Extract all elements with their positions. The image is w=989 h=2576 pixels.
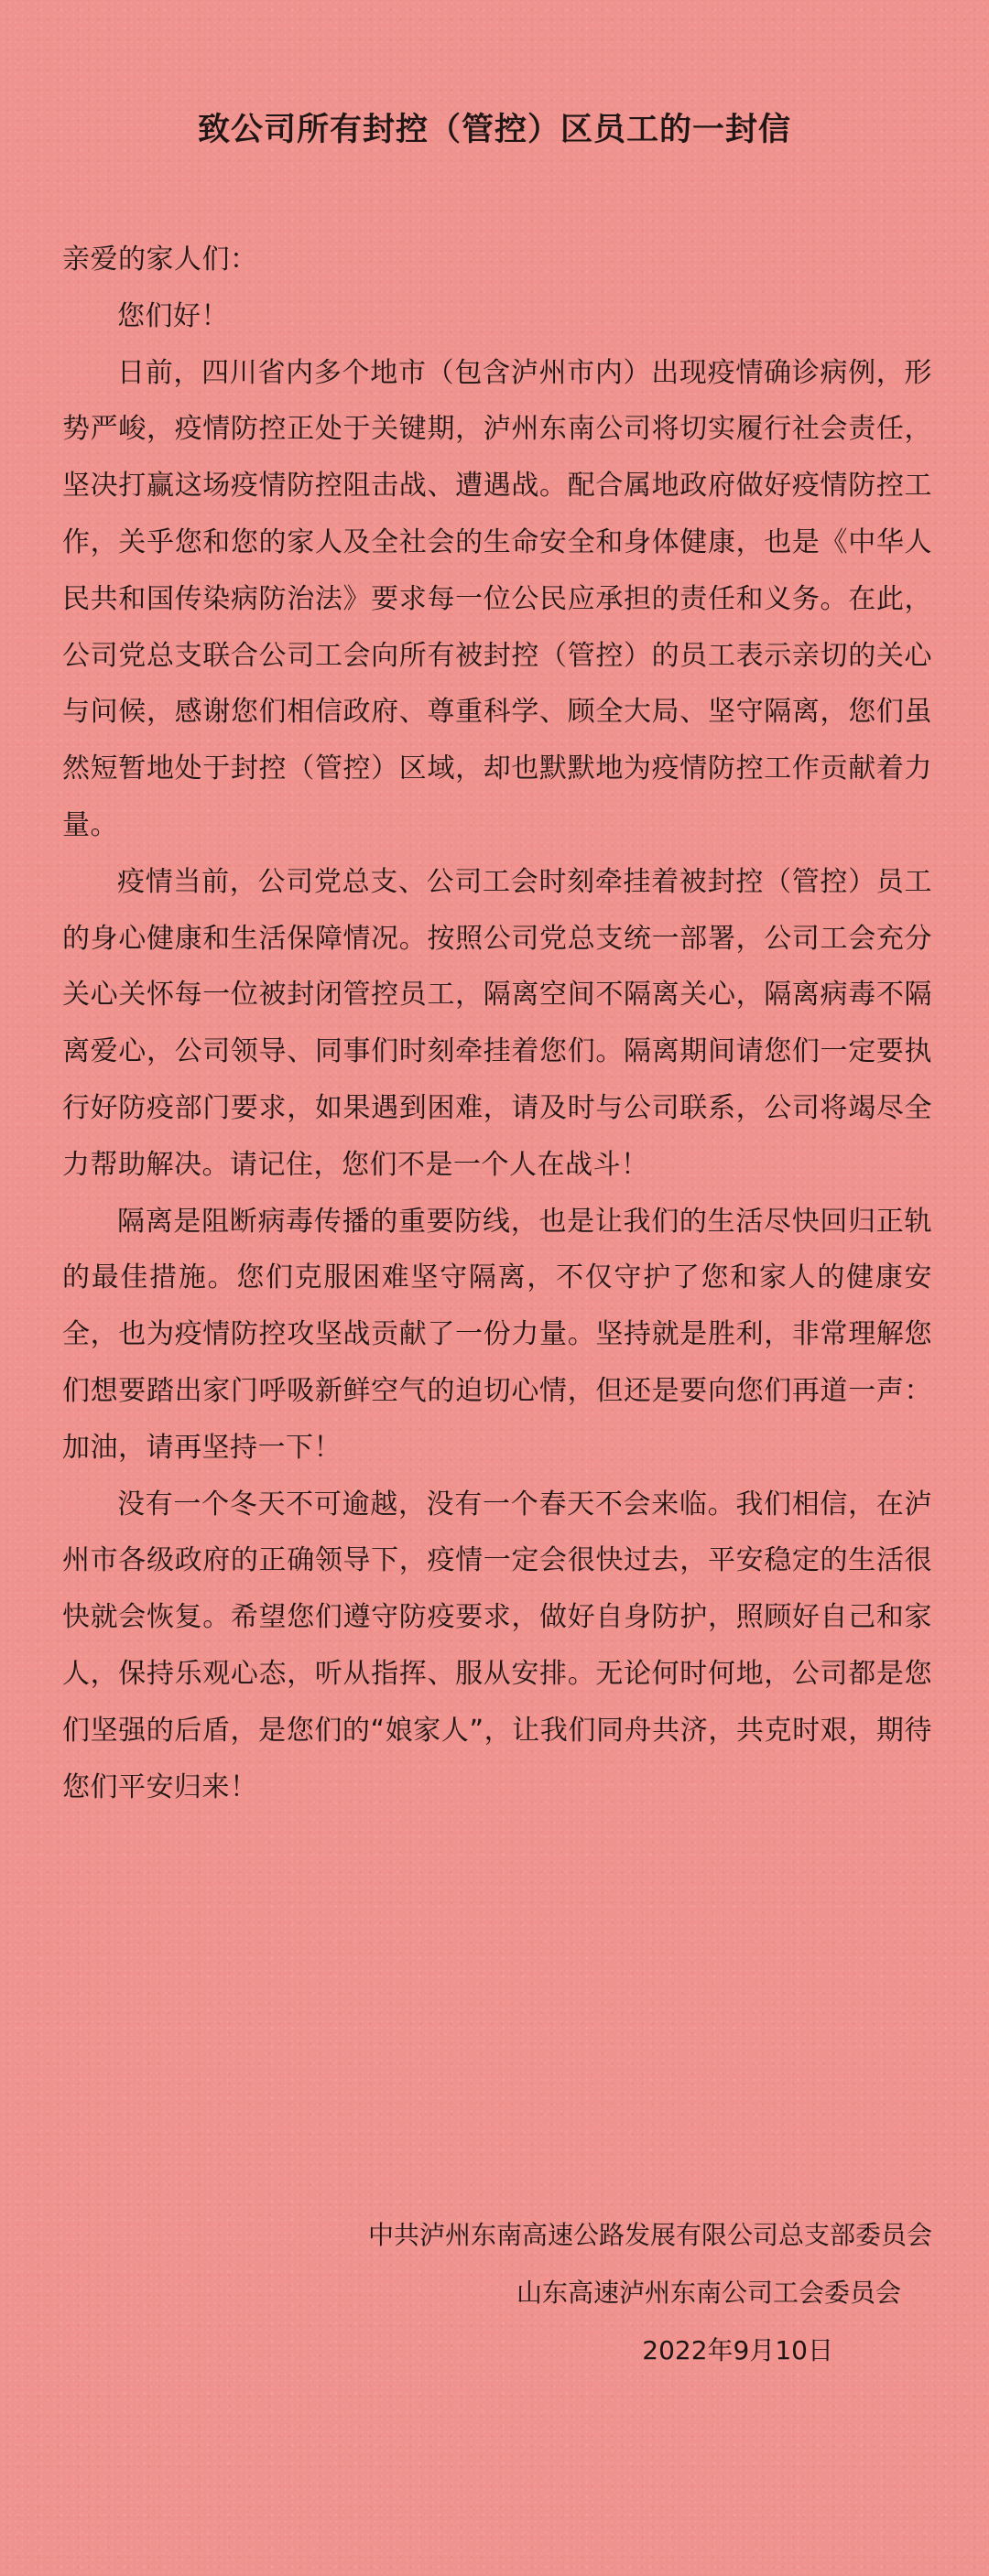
letter-paragraph: 隔离是阻断病毒传播的重要防线，也是让我们的生活尽快回归正轨的最佳措施。您们克服困难坚守隔离，不仅守护了您和家人的健康安全，也为疫情防控攻坚战贡献了一份力量。坚持就是胜利，非常理解您们想要踏出家门呼吸新鲜空气的迫切心情，但还是要向您们再道一声：加油，请再坚持一下！ [62, 1205, 932, 1464]
letter-paragraph: 疫情当前，公司党总支、公司工会时刻牵挂着被封控（管控）员工的身心健康和生活保障情况。按照公司党总支统一部署，公司工会充分关心关怀每一位被封闭管控员工，隔离空间不隔离关心，隔离病毒不隔离爱心，公司领导、同事们时刻牵挂着您们。隔离期间请您们一定要执行好防疫部门要求，如果遇到困难，请及时与公司联系，公司将竭尽全力帮助解决。请记住，您们不是一个人在战斗！ [62, 865, 932, 1181]
letter-title: 致公司所有封控（管控）区员工的一封信 [197, 112, 791, 148]
letter-salutation: 亲爱的家人们： [62, 244, 258, 276]
letter-signature [108, 2206, 932, 2379]
greeting-paragraph: 您们好！ [117, 299, 229, 332]
letter-paragraph: 没有一个冬天不可逾越，没有一个春天不会来临。我们相信，在泸州市各级政府的正确领导下，疫情一定会很快过去，平安稳定的生活很快就会恢复。希望您们遵守防疫要求，做好自身防护，照顾好自己和家人，保持乐观心态，听从指挥、服从安排。无论何时何地，公司都是您们坚强的后盾，是您们的“娘家人”，让我们同舟共济，共克时艰，期待您们平安归来！ [62, 1488, 932, 1803]
letter-paragraph: 日前，四川省内多个地市（包含泸州市内）出现疫情确诊病例，形势严峻，疫情防控正处于关键期，泸州东南公司将切实履行社会责任，坚决打赢这场疫情防控阻击战、遭遇战。配合属地政府做好疫情防控工作，关乎您和您的家人及全社会的生命安全和身体健康，也是《中华人民共和国传染病防治法》要求每一位公民应承担的责任和义务。在此，公司党总支联合公司工会向所有被封控（管控）的员工表示亲切的关心与问候，感谢您们相信政府、尊重科学、顾全大局、坚守隔离，您们虽然短暂地处于封控（管控）区域，却也默默地为疫情防控工作贡献着力量。 [62, 356, 932, 841]
letter-body [62, 232, 932, 1815]
signature-date: 2022年9月10日 [642, 2335, 833, 2365]
signature-union-committee: 山东高速泸州东南公司工会委员会 [516, 2278, 901, 2308]
signature-party-committee: 中共泸州东南高速公路发展有限公司总支部委员会 [367, 2220, 932, 2250]
